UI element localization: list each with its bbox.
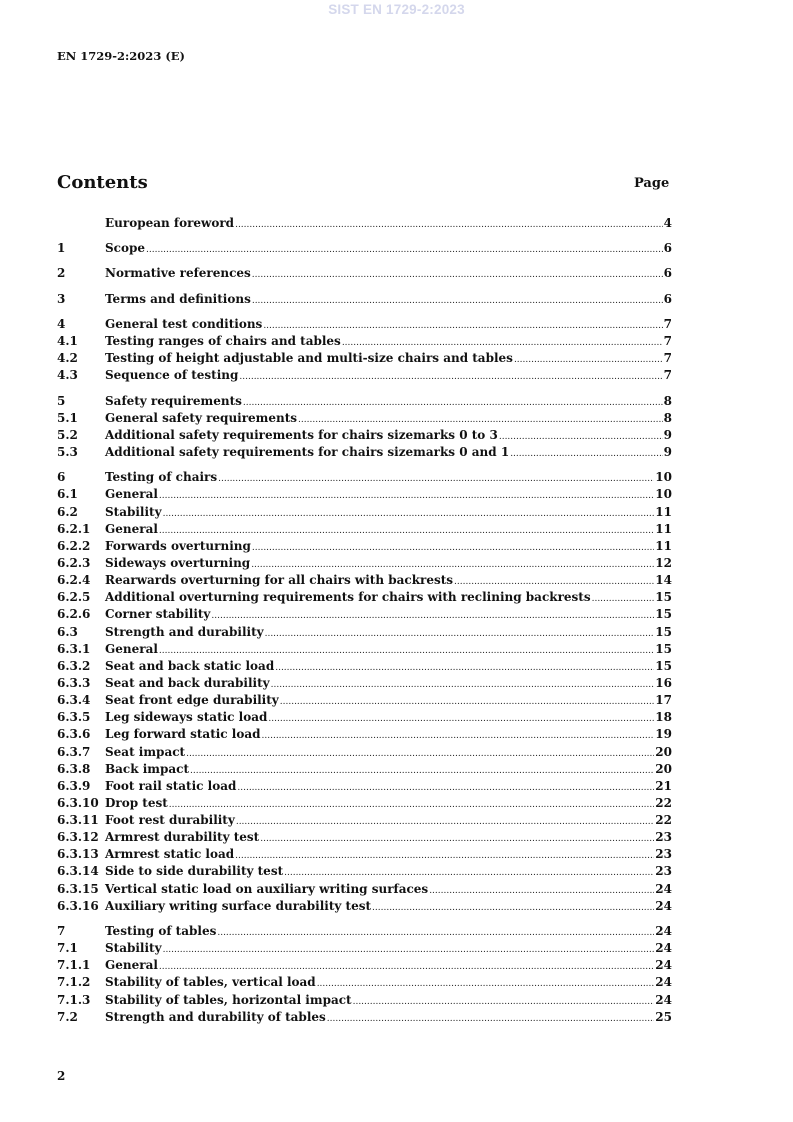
toc-entry-page: 6	[663, 266, 672, 281]
page-column-heading: Page	[634, 176, 670, 191]
toc-entry-number: 4.2	[57, 351, 78, 366]
toc-entry-number: 6.3.6	[57, 727, 91, 742]
toc-entry[interactable]	[57, 829, 672, 846]
toc-entry[interactable]	[57, 881, 672, 898]
toc-entry-page: 6	[663, 241, 672, 256]
toc-entry-page: 24	[655, 975, 672, 990]
toc-entry-title: Seat front edge durability	[105, 693, 279, 708]
toc-entry-page: 15	[655, 590, 672, 605]
toc-section-group	[57, 923, 672, 1026]
toc-entry-page: 14	[655, 573, 672, 588]
toc-entry-title: Testing of tables	[105, 924, 217, 938]
toc-entry-number: 6.2.4	[57, 573, 91, 588]
toc-entry-number: 7.1.2	[57, 975, 91, 990]
toc-entry-page: 7	[663, 334, 672, 349]
toc-entry-title: Normative references	[105, 266, 251, 281]
toc-entry-title: Rearwards overturning for all chairs with backrests	[105, 573, 454, 588]
toc-entry-title: Additional safety requirements for chairs sizemarks 0 to 3	[105, 427, 498, 442]
toc-entry[interactable]	[57, 744, 672, 761]
toc-entry-title: Safety requirements	[105, 393, 242, 408]
toc-entry-number: 3	[57, 291, 66, 306]
toc-entry-page: 23	[655, 847, 672, 862]
toc-entry[interactable]	[57, 333, 672, 350]
toc-entry-page: 15	[655, 624, 672, 639]
toc-entry-title: Stability	[105, 504, 162, 519]
toc-entry-number: 6.3.16	[57, 898, 99, 913]
toc-entry-page: 23	[655, 864, 672, 879]
toc-entry-number: 6.3.15	[57, 881, 99, 896]
toc-entry-title: Foot rail static load	[105, 778, 237, 793]
toc-dot-leader	[235, 217, 663, 234]
toc-entry-title: General	[105, 958, 158, 973]
toc-dot-leader	[252, 267, 663, 284]
watermark-text: SIST EN 1729-2:2023	[328, 2, 465, 17]
toc-entry[interactable]	[57, 444, 672, 461]
toc-entry-number: 6.3.8	[57, 761, 91, 776]
toc-entry-page: 24	[655, 992, 672, 1007]
toc-dot-leader	[218, 471, 654, 488]
toc-entry[interactable]	[57, 974, 672, 991]
toc-entry[interactable]	[57, 240, 672, 257]
toc-entry-number: 7.2	[57, 1009, 78, 1024]
toc-entry-number: 1	[57, 241, 66, 256]
toc-dot-leader	[271, 677, 655, 694]
document-id-header: EN 1729-2:2023 (E)	[57, 49, 185, 63]
toc-entry[interactable]	[57, 589, 672, 606]
toc-entry-title: Additional overturning requirements for chairs with reclining backrests	[105, 590, 591, 605]
toc-dot-leader	[252, 293, 663, 310]
toc-dot-leader	[163, 942, 655, 959]
toc-entry-number: 6.3.9	[57, 778, 91, 793]
toc-entry-page: 15	[655, 658, 672, 673]
toc-entry-number: 5.2	[57, 427, 78, 442]
toc-entry-number: 7	[57, 924, 66, 938]
toc-dot-leader	[146, 242, 663, 259]
toc-entry[interactable]	[57, 555, 672, 572]
toc-entry[interactable]	[57, 957, 672, 974]
toc-entry-title: Strength and durability	[105, 624, 264, 639]
toc-entry-title: General test conditions	[105, 316, 263, 331]
toc-entry-page: 22	[655, 795, 672, 810]
toc-section-group	[57, 291, 672, 308]
toc-entry-title: Testing ranges of chairs and tables	[105, 334, 341, 349]
toc-entry-number: 6.3.5	[57, 710, 91, 725]
toc-entry-title: European foreword	[105, 216, 235, 230]
toc-entry-number: 5	[57, 393, 66, 408]
toc-entry-number: 6.3.3	[57, 675, 91, 690]
toc-entry-title: Stability of tables, vertical load	[105, 975, 316, 990]
toc-entry-title: Leg sideways static load	[105, 710, 268, 725]
toc-entry[interactable]	[57, 486, 672, 503]
toc-entry-title: Side to side durability test	[105, 864, 284, 879]
toc-entry-page: 7	[663, 368, 672, 383]
toc-entry-title: Foot rest durability	[105, 813, 235, 828]
toc-entry-number: 6.1	[57, 487, 78, 502]
toc-entry-title: Sequence of testing	[105, 368, 239, 383]
toc-entry-page: 11	[655, 504, 672, 519]
toc-entry-number: 6.2.6	[57, 607, 91, 622]
toc-entry[interactable]	[57, 641, 672, 658]
toc-section-group	[57, 393, 672, 462]
toc-entry-number: 7.1.3	[57, 992, 91, 1007]
toc-dot-leader	[327, 1011, 655, 1028]
toc-entry-number: 6.3.10	[57, 795, 99, 810]
toc-dot-leader	[252, 540, 654, 557]
toc-entry[interactable]	[57, 923, 672, 940]
toc-dot-leader	[280, 694, 655, 711]
toc-entry-page: 21	[655, 778, 672, 793]
toc-entry[interactable]	[57, 675, 672, 692]
toc-entry-number: 6.2.5	[57, 590, 91, 605]
toc-section-group	[57, 469, 672, 915]
toc-entry-title: Auxiliary writing surface durability test	[105, 898, 372, 913]
toc-entry-page: 23	[655, 830, 672, 845]
toc-entry-page: 15	[655, 607, 672, 622]
toc-entry-page: 9	[663, 445, 672, 460]
toc-entry-page: 16	[655, 675, 672, 690]
toc-entry[interactable]	[57, 863, 672, 880]
toc-entry[interactable]	[57, 846, 672, 863]
toc-entry-number: 5.3	[57, 445, 78, 460]
toc-entry-number: 6.2	[57, 504, 78, 519]
toc-entry-number: 5.1	[57, 410, 78, 425]
toc-entry-title: Corner stability	[105, 607, 211, 622]
toc-dot-leader	[514, 352, 663, 369]
toc-entry-page: 19	[655, 727, 672, 742]
toc-entry-number: 6.3.7	[57, 744, 91, 759]
toc-dot-leader	[211, 608, 654, 625]
toc-entry-number: 6.3.13	[57, 847, 99, 862]
toc-entry[interactable]	[57, 291, 672, 308]
toc-entry-page: 24	[655, 924, 672, 938]
toc-entry-page: 24	[655, 881, 672, 896]
toc-section-group	[57, 240, 672, 257]
toc-dot-leader	[268, 711, 654, 728]
toc-entry-page: 20	[655, 744, 672, 759]
toc-entry-number: 7.1.1	[57, 958, 91, 973]
toc-dot-leader	[235, 848, 654, 865]
toc-entry[interactable]	[57, 410, 672, 427]
toc-dot-leader	[317, 976, 655, 993]
toc-entry[interactable]	[57, 316, 672, 333]
toc-entry-page: 10	[655, 487, 672, 502]
toc-entry[interactable]	[57, 940, 672, 957]
toc-dot-leader	[237, 780, 654, 797]
toc-entry[interactable]	[57, 692, 672, 709]
toc-dot-leader	[260, 831, 654, 848]
toc-dot-leader	[239, 369, 662, 386]
toc-entry-number: 4.1	[57, 334, 78, 349]
toc-dot-leader	[190, 763, 654, 780]
toc-entry-number: 6.3.4	[57, 693, 91, 708]
toc-entry[interactable]	[57, 469, 672, 486]
toc-entry-title: Testing of height adjustable and multi-size chairs and tables	[105, 351, 513, 366]
toc-entry[interactable]	[57, 1009, 672, 1026]
toc-entry-page: 11	[655, 521, 672, 536]
toc-entry[interactable]	[57, 572, 672, 589]
toc-dot-leader	[592, 591, 655, 608]
toc-entry-number: 6.2.2	[57, 538, 91, 553]
toc-entry[interactable]	[57, 504, 672, 521]
toc-entry[interactable]	[57, 898, 672, 915]
toc-dot-leader	[169, 797, 655, 814]
toc-entry-title: Terms and definitions	[105, 291, 251, 306]
table-of-contents	[57, 215, 672, 1034]
toc-dot-leader	[262, 728, 655, 745]
toc-entry-title: Additional safety requirements for chairs sizemarks 0 and 1	[105, 445, 510, 460]
toc-entry-title: Seat and back static load	[105, 658, 275, 673]
toc-entry-page: 22	[655, 813, 672, 828]
toc-entry-title: General	[105, 487, 158, 502]
toc-entry-page: 10	[655, 470, 672, 485]
toc-entry-number: 6.2.3	[57, 555, 91, 570]
toc-dot-leader	[236, 814, 654, 831]
toc-entry[interactable]	[57, 606, 672, 623]
toc-entry-title: Vertical static load on auxiliary writing surfaces	[105, 881, 429, 896]
toc-entry-page: 11	[655, 538, 672, 553]
toc-entry[interactable]	[57, 812, 672, 829]
toc-entry-title: Stability	[105, 941, 162, 956]
toc-section-group	[57, 316, 672, 385]
toc-entry[interactable]	[57, 521, 672, 538]
toc-entry-number: 6	[57, 470, 66, 485]
toc-entry-number: 4.3	[57, 368, 78, 383]
toc-entry-page: 17	[655, 693, 672, 708]
toc-entry-title: Drop test	[105, 795, 168, 810]
toc-entry-title: Seat and back durability	[105, 675, 270, 690]
toc-entry[interactable]	[57, 709, 672, 726]
toc-entry-page: 4	[663, 216, 672, 230]
toc-entry-number: 6.3.11	[57, 813, 99, 828]
toc-entry-number: 6.3.14	[57, 864, 99, 879]
toc-entry-page: 15	[655, 641, 672, 656]
toc-entry-number: 6.2.1	[57, 521, 91, 536]
toc-entry[interactable]	[57, 427, 672, 444]
toc-entry-title: Leg forward static load	[105, 727, 261, 742]
toc-entry[interactable]	[57, 778, 672, 795]
toc-entry[interactable]	[57, 393, 672, 410]
toc-entry-title: Strength and durability of tables	[105, 1009, 326, 1024]
toc-dot-leader	[429, 883, 654, 900]
toc-entry-number: 4	[57, 316, 66, 331]
toc-entry-title: Back impact	[105, 761, 189, 776]
toc-dot-leader	[275, 660, 654, 677]
toc-entry[interactable]	[57, 795, 672, 812]
toc-entry-page: 7	[663, 316, 672, 331]
toc-entry-number: 6.3	[57, 624, 78, 639]
toc-entry[interactable]	[57, 265, 672, 282]
toc-dot-leader	[353, 994, 655, 1011]
toc-entry-title: Armrest static load	[105, 847, 235, 862]
toc-entry-title: Scope	[105, 241, 146, 256]
toc-dot-leader	[372, 900, 654, 917]
toc-entry-page: 8	[663, 410, 672, 425]
toc-dot-leader	[163, 506, 655, 523]
toc-entry[interactable]	[57, 350, 672, 367]
toc-entry[interactable]	[57, 624, 672, 641]
toc-entry-page: 18	[655, 710, 672, 725]
toc-dot-leader	[499, 429, 663, 446]
toc-entry-page: 24	[655, 958, 672, 973]
toc-entry-title: Sideways overturning	[105, 555, 251, 570]
toc-section-group	[57, 265, 672, 282]
toc-entry-number: 6.3.12	[57, 830, 99, 845]
toc-entry[interactable]	[57, 367, 672, 384]
toc-entry-page: 12	[655, 555, 672, 570]
toc-entry-title: Seat impact	[105, 744, 186, 759]
toc-entry[interactable]	[57, 726, 672, 743]
toc-entry-page: 24	[655, 941, 672, 956]
toc-entry-number: 6.3.2	[57, 658, 91, 673]
toc-entry[interactable]	[57, 992, 672, 1009]
footer-page-number: 2	[57, 1069, 66, 1083]
toc-dot-leader	[159, 488, 654, 505]
toc-entry-page: 6	[663, 291, 672, 306]
toc-entry-page: 9	[663, 427, 672, 442]
toc-entry-number: 6.3.1	[57, 641, 91, 656]
toc-entry-title: General	[105, 521, 158, 536]
toc-dot-leader	[510, 446, 662, 463]
toc-dot-leader	[186, 746, 654, 763]
toc-entry-title: Testing of chairs	[105, 470, 218, 485]
toc-entry-number: 2	[57, 266, 66, 281]
toc-dot-leader	[217, 925, 654, 942]
toc-entry-page: 24	[655, 898, 672, 913]
toc-entry-page: 25	[655, 1009, 672, 1024]
toc-dot-leader	[265, 626, 655, 643]
toc-entry-page: 7	[663, 351, 672, 366]
toc-entry[interactable]	[57, 538, 672, 555]
toc-entry-title: General	[105, 641, 158, 656]
toc-section-group	[57, 215, 672, 232]
toc-entry-title: Stability of tables, horizontal impact	[105, 992, 352, 1007]
toc-entry-page: 8	[663, 393, 672, 408]
contents-title: Contents	[57, 172, 148, 193]
toc-entry-title: General safety requirements	[105, 410, 298, 425]
toc-entry-title: Armrest durability test	[105, 830, 260, 845]
toc-entry-page: 20	[655, 761, 672, 776]
toc-entry[interactable]	[57, 215, 672, 232]
toc-entry-title: Forwards overturning	[105, 538, 251, 553]
toc-entry-number: 7.1	[57, 941, 78, 956]
toc-entry[interactable]	[57, 658, 672, 675]
toc-dot-leader	[243, 395, 663, 412]
toc-entry[interactable]	[57, 761, 672, 778]
